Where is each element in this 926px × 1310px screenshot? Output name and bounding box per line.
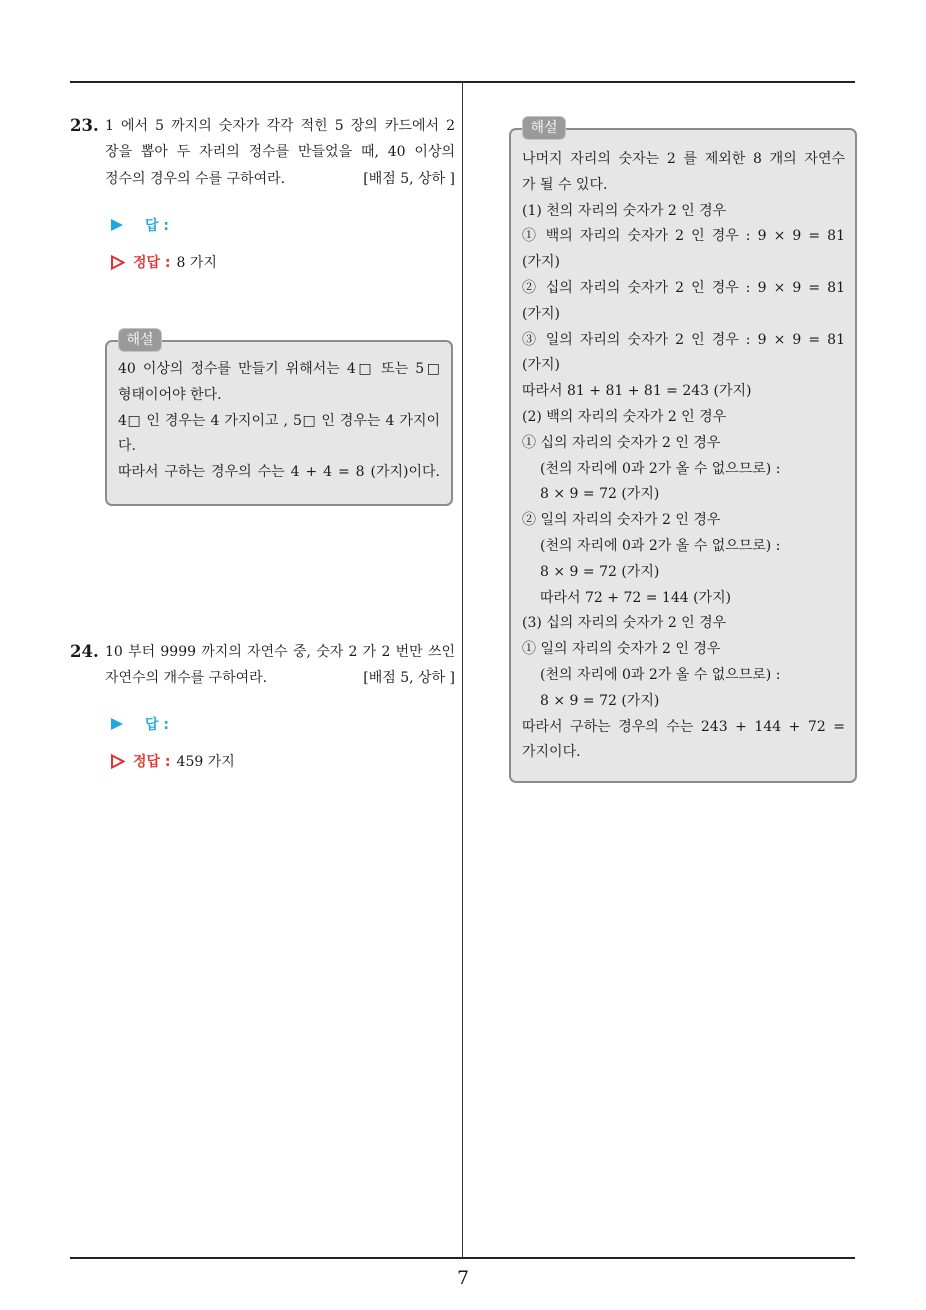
outline-triangle-icon	[110, 754, 125, 769]
correct-answer-row	[110, 751, 235, 771]
explanation-box-23	[105, 332, 453, 506]
explanation-line: 가 될 수 있다.	[522, 176, 608, 193]
explanation-line: (천의 자리에 0과 2가 올 수 없으므로) :	[540, 666, 781, 683]
explanation-line: ① 백의 자리의 숫자가 2 인 경우 : 9 × 9 = 81	[522, 228, 845, 245]
correct-value: 8 가지	[176, 255, 217, 271]
explanation-tab: 해설	[118, 328, 162, 352]
correct-answer-row	[110, 252, 217, 272]
explanation-line: ① 일의 자리의 숫자가 2 인 경우	[522, 641, 721, 658]
problem-line	[105, 665, 455, 691]
score-label: [배점 5, 상하 ]	[363, 170, 455, 187]
column-divider	[462, 82, 463, 1258]
problem-number: 24.	[70, 642, 99, 661]
explanation-line: (가지)	[522, 254, 560, 271]
explanation-line: (2) 백의 자리의 숫자가 2 인 경우	[522, 408, 727, 425]
explanation-line: (천의 자리에 0과 2가 올 수 없으므로) :	[540, 460, 781, 477]
outline-triangle-icon	[110, 255, 125, 270]
problem-line: 1 에서 5 까지의 숫자가 각각 적힌 5 장의 카드에서 2	[105, 118, 455, 134]
explanation-line: 형태이어야 한다.	[118, 386, 222, 403]
explanation-line: 가지이다.	[522, 744, 581, 761]
explanation-line: 40 이상의 정수를 만들기 위해서는 4□ 또는 5□	[118, 361, 440, 377]
explanation-line: 나머지 자리의 숫자는 2 를 제외한 8 개의 자연수	[522, 151, 845, 167]
explanation-line: ① 십의 자리의 숫자가 2 인 경우	[522, 434, 721, 451]
explanation-line: 따라서 구하는 경우의 수는 243 + 144 + 72 =	[522, 718, 845, 735]
explanation-line: 8 × 9 = 72 (가지)	[540, 563, 660, 580]
explanation-line: (천의 자리에 0과 2가 올 수 없으므로) :	[540, 537, 781, 554]
answer-row	[110, 215, 169, 235]
explanation-line: ② 십의 자리의 숫자가 2 인 경우 : 9 × 9 = 81	[522, 279, 845, 296]
explanation-line: (가지)	[522, 357, 560, 374]
score-label: [배점 5, 상하 ]	[363, 670, 455, 687]
answer-label: 답 :	[145, 717, 169, 733]
correct-value: 459 가지	[176, 754, 235, 770]
correct-label: 정답 :	[133, 754, 171, 770]
explanation-line: ② 일의 자리의 숫자가 2 인 경우	[522, 512, 721, 529]
explanation-line: (3) 십의 자리의 숫자가 2 인 경우	[522, 615, 727, 632]
problem-text	[105, 113, 455, 192]
explanation-body	[118, 357, 440, 486]
play-triangle-icon	[110, 218, 124, 232]
problem-23	[70, 113, 456, 192]
explanation-line: (가지)	[522, 305, 560, 322]
problem-number: 23.	[70, 116, 99, 135]
problem-line: 10 부터 9999 까지의 자연수 중, 숫자 2 가 2 번만 쓰인	[105, 644, 455, 660]
explanation-body	[522, 147, 845, 766]
explanation-line: 4□ 인 경우는 4 가지이고 , 5□ 인 경우는 4 가지이	[118, 412, 440, 429]
problem-text	[105, 639, 455, 692]
explanation-line: (1) 천의 자리의 숫자가 2 인 경우	[522, 202, 727, 219]
problem-line-text: 정수의 경우의 수를 구하여라.	[105, 170, 286, 187]
explanation-line: 다.	[118, 438, 136, 455]
problem-line	[105, 166, 455, 192]
answer-row	[110, 714, 169, 734]
explanation-line: 8 × 9 = 72 (가지)	[540, 486, 660, 503]
explanation-line: 8 × 9 = 72 (가지)	[540, 692, 660, 709]
problem-24	[70, 639, 456, 692]
explanation-tab: 해설	[522, 116, 566, 140]
explanation-line: 따라서 72 + 72 = 144 (가지)	[540, 589, 732, 606]
problem-line-text: 자연수의 개수를 구하여라.	[105, 670, 268, 687]
explanation-line: 따라서 81 + 81 + 81 = 243 (가지)	[522, 383, 752, 400]
explanation-line: ③ 일의 자리의 숫자가 2 인 경우 : 9 × 9 = 81	[522, 331, 845, 348]
correct-label: 정답 :	[133, 255, 171, 271]
page-number: 7	[456, 1267, 470, 1289]
play-triangle-icon	[110, 717, 124, 731]
answer-label: 답 :	[145, 218, 169, 234]
explanation-line: 따라서 구하는 경우의 수는 4 + 4 = 8 (가지)이다.	[118, 464, 440, 481]
problem-line: 장을 뽑아 두 자리의 정수를 만들었을 때, 40 이상의	[105, 144, 455, 161]
explanation-box-24	[509, 120, 857, 783]
